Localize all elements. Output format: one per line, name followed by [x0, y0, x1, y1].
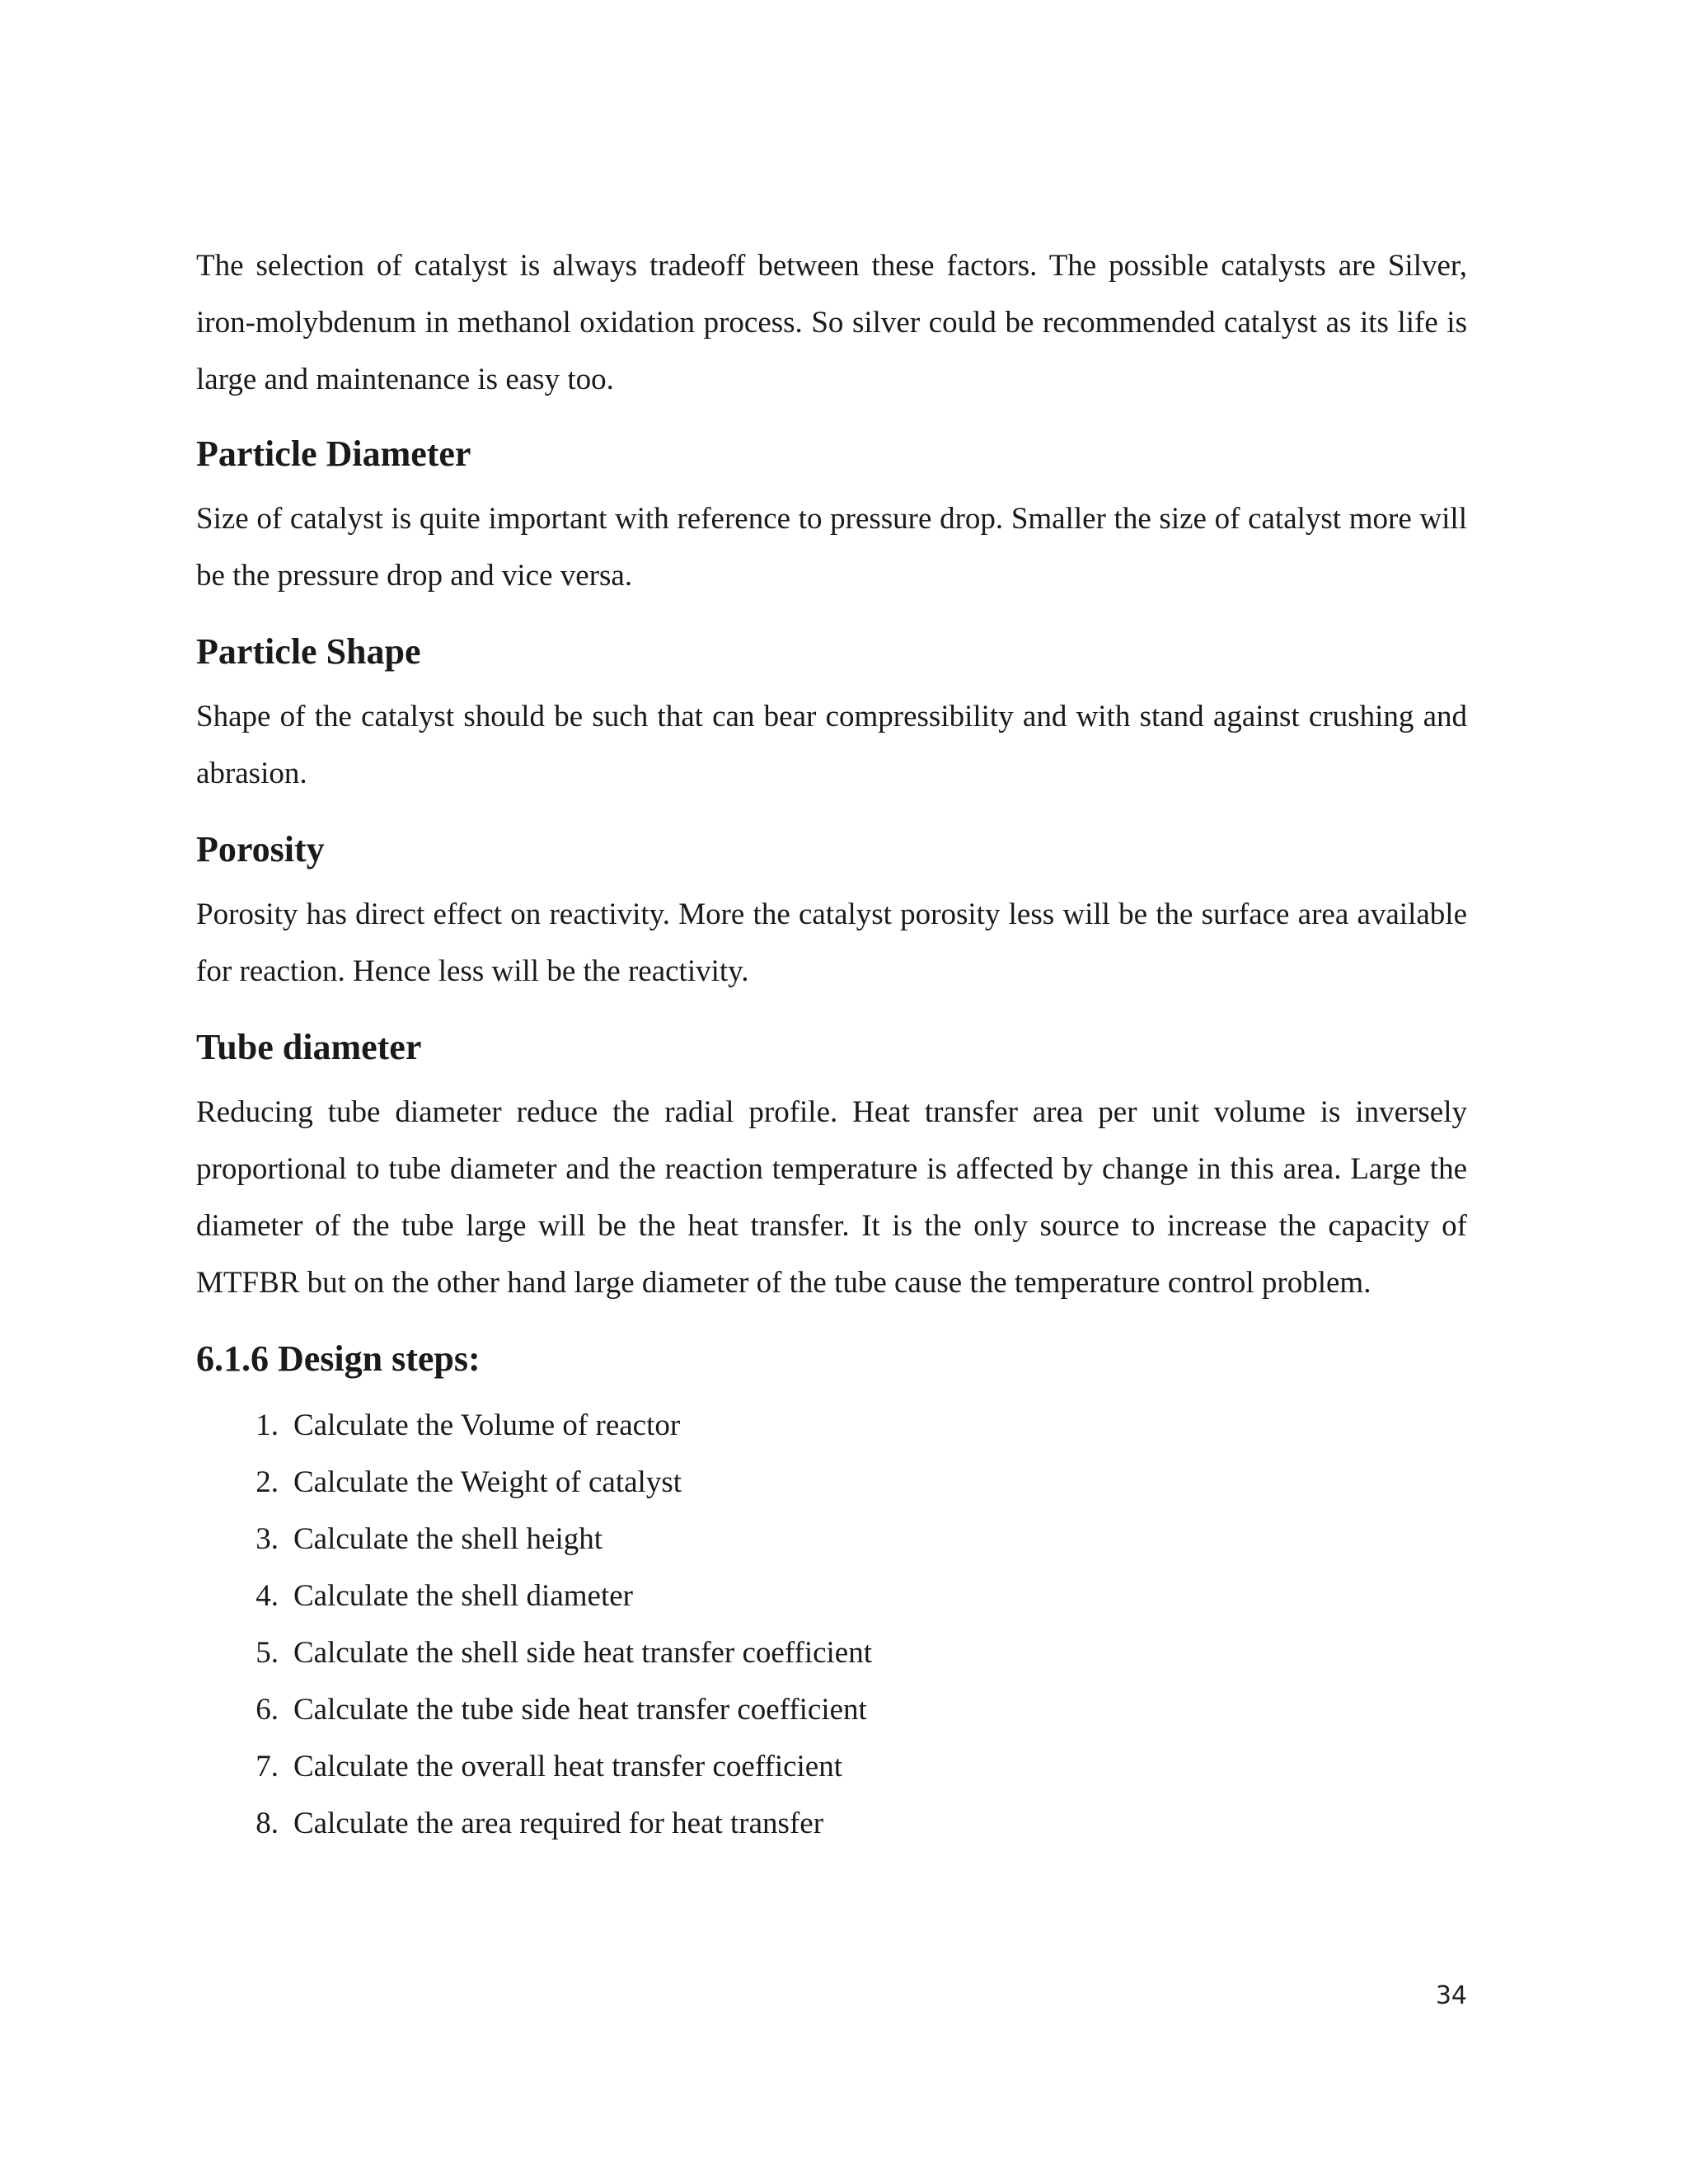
list-item-text: Calculate the area required for heat transfer: [293, 1807, 824, 1840]
list-item-number: 3.: [256, 1522, 279, 1556]
list-item: [196, 1624, 1467, 1681]
list-item-text: Calculate the shell diameter: [293, 1579, 633, 1613]
list-item-text: Calculate the Weight of catalyst: [293, 1465, 682, 1499]
list-item-number: 8.: [256, 1807, 279, 1840]
paragraph-catalyst-selection: The selection of catalyst is always tradeoff between these factors. The possible catalysts are Silver, iron-molybdenum in methanol oxidation process. So silver could be recommended catalyst as its life is large and maintenance is easy too.: [196, 249, 1467, 396]
heading-porosity: Porosity: [196, 829, 325, 869]
paragraph-tube-diameter: Reducing tube diameter reduce the radial profile. Heat transfer area per unit volume is inversely proportional to tube diameter and the reaction temperature is affected by change in this area. Large the diameter of the tube large will be the heat transfer. It is the only source to increase the capacity of MTFBR but on the other hand large diameter of the tube cause the temperature control problem.: [196, 1095, 1467, 1300]
page-number: 34: [1435, 1981, 1467, 2010]
list-item-number: 4.: [256, 1579, 279, 1613]
heading-design-steps: 6.1.6 Design steps:: [196, 1338, 481, 1379]
list-item: [196, 1568, 1467, 1624]
list-item-number: 2.: [256, 1465, 279, 1499]
list-item-number: 7.: [256, 1750, 279, 1783]
list-item: [196, 1681, 1467, 1738]
heading-tube-diameter: Tube diameter: [196, 1027, 422, 1067]
list-item-text: Calculate the shell side heat transfer coefficient: [293, 1636, 873, 1670]
list-item-number: 1.: [256, 1408, 279, 1442]
list-item: [196, 1795, 1467, 1852]
design-steps-list: [196, 1397, 1467, 1852]
heading-particle-shape: Particle Shape: [196, 631, 421, 672]
list-item: [196, 1738, 1467, 1795]
list-item-text: Calculate the Volume of reactor: [293, 1408, 681, 1442]
heading-particle-diameter: Particle Diameter: [196, 434, 471, 474]
list-item: [196, 1397, 1467, 1454]
list-item-number: 5.: [256, 1636, 279, 1670]
list-item-text: Calculate the shell height: [293, 1522, 603, 1556]
document-page: [196, 237, 1467, 1852]
paragraph-particle-shape: Shape of the catalyst should be such that can bear compressibility and with stand against crushing and abrasion.: [196, 700, 1467, 790]
list-item-number: 6.: [256, 1693, 279, 1727]
paragraph-particle-diameter: Size of catalyst is quite important with reference to pressure drop. Smaller the size of catalyst more will be the pressure drop and vice versa.: [196, 502, 1467, 593]
list-item-text: Calculate the tube side heat transfer coefficient: [293, 1693, 867, 1727]
list-item: [196, 1511, 1467, 1568]
list-item: [196, 1454, 1467, 1511]
paragraph-porosity: Porosity has direct effect on reactivity. More the catalyst porosity less will be the surface area available for reaction. Hence less will be the reactivity.: [196, 898, 1467, 988]
list-item-text: Calculate the overall heat transfer coefficient: [293, 1750, 842, 1783]
